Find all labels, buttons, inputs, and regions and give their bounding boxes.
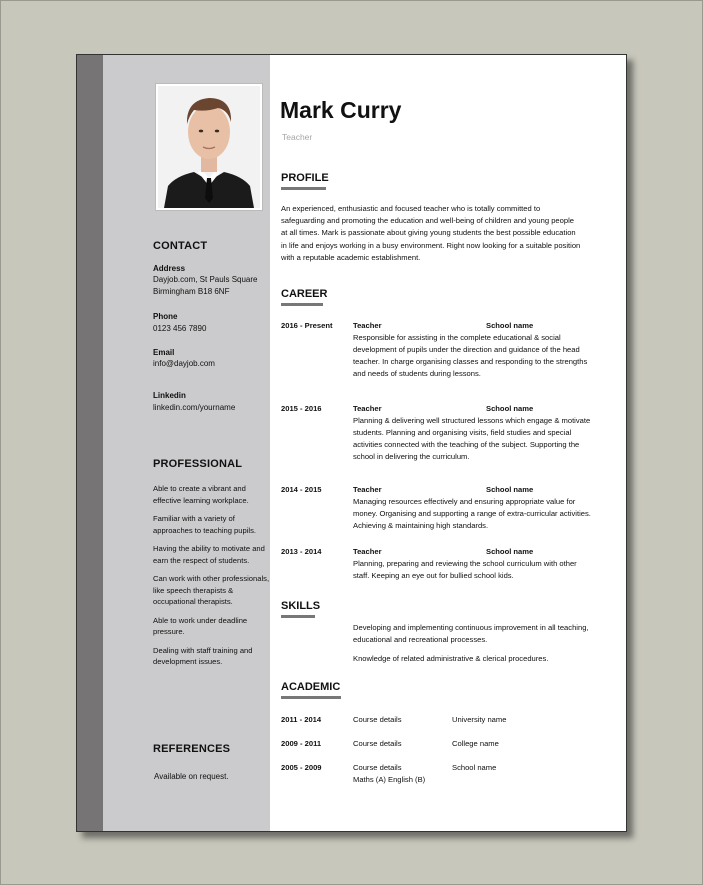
job-description: Responsible for assisting in the complete educational & social development of pupils under the direction and guidance of the head teacher. In charge organising classes and responding to the strengths and needs of students during lessons. [353, 333, 588, 379]
profile-heading: PROFILE [281, 172, 329, 184]
job-date: 2014 - 2015 [281, 485, 322, 494]
skill-item: Developing and implementing continuous improvement in all teaching, educational and recreational processes. [353, 623, 589, 645]
job-title: Teacher [353, 485, 382, 494]
job-org: School name [486, 485, 534, 494]
email-value[interactable]: info@dayjob.com [153, 359, 215, 368]
academic-course: Course details [353, 739, 402, 748]
skills-underline [281, 615, 315, 618]
dark-side-stripe [77, 55, 103, 831]
job-date: 2015 - 2016 [281, 404, 322, 413]
professional-item: Dealing with staff training and development issues. [153, 645, 253, 666]
academic-heading: ACADEMIC [281, 681, 341, 693]
academic-institution: College name [452, 739, 499, 748]
references-text: Available on request. [154, 772, 229, 781]
job-org: School name [486, 547, 534, 556]
email-label: Email [153, 348, 175, 357]
job-org: School name [486, 404, 534, 413]
person-role: Teacher [282, 132, 313, 142]
job-description: Planning & delivering well structured lessons which engage & motivate students. Planning and organising visits, field studies and special activities connected with the teaching of the subject. Supporting the school in delivering the curriculum. [353, 416, 591, 462]
job-org: School name [486, 321, 534, 330]
linkedin-label: Linkedin [153, 391, 186, 400]
professional-list [153, 483, 275, 675]
profile-text: An experienced, enthusiastic and focused teacher who is totally committed to safeguarding and promoting the education and well-being of children and young people at all times. Mark is passionate about giving young students the best possible education in life and enjoys working in a busy environment. Right now looking for a suitable position with a reputable academic establishment. [281, 204, 581, 262]
career-underline [281, 303, 323, 306]
phone-value: 0123 456 7890 [153, 324, 207, 333]
academic-date: 2011 - 2014 [281, 715, 322, 724]
job-title: Teacher [353, 547, 382, 556]
skill-item: Knowledge of related administrative & clerical procedures. [353, 654, 549, 663]
professional-heading: PROFESSIONAL [153, 458, 243, 470]
linkedin-value[interactable]: linkedin.com/yourname [153, 403, 236, 412]
academic-date: 2005 - 2009 [281, 763, 322, 772]
professional-item: Able to work under deadline pressure. [153, 615, 248, 636]
job-description: Planning, preparing and reviewing the school curriculum with other staff. Keeping an eye out for bullied school kids. [353, 559, 577, 581]
academic-course: Course details [353, 715, 402, 724]
job-date: 2016 - Present [281, 321, 333, 330]
person-name: Mark Curry [280, 97, 402, 123]
job-title: Teacher [353, 404, 382, 413]
academic-course: Course details [353, 763, 402, 772]
career-heading: CAREER [281, 288, 328, 300]
skills-heading: SKILLS [281, 600, 321, 612]
academic-institution: University name [452, 715, 507, 724]
references-heading: REFERENCES [153, 743, 231, 755]
address-label: Address [153, 264, 186, 273]
phone-label: Phone [153, 312, 178, 321]
sidebar [103, 55, 270, 831]
job-description: Managing resources effectively and ensuring appropriate value for money. Organising and supporting a range of extra-curricular activities. Achieving & maintaining high standards. [353, 497, 591, 531]
profile-underline [281, 187, 326, 190]
academic-date: 2009 - 2011 [281, 739, 322, 748]
address-line-2: Birmingham B18 6NF [153, 287, 230, 296]
profile-photo [155, 83, 263, 211]
job-date: 2013 - 2014 [281, 547, 322, 556]
professional-item: Familiar with a variety of approaches to teaching pupils. [153, 514, 257, 535]
cv-page [76, 54, 627, 832]
main-content [280, 55, 620, 831]
professional-item: Having the ability to motivate and earn the respect of students. [153, 544, 265, 565]
contact-heading: CONTACT [153, 240, 208, 252]
academic-institution: School name [452, 763, 497, 772]
job-title: Teacher [353, 321, 382, 330]
portrait-illustration [158, 86, 260, 208]
address-line-1: Dayjob.com, St Pauls Square [153, 275, 258, 284]
academic-underline [281, 696, 341, 699]
professional-item: Able to create a vibrant and effective learning workplace. [153, 484, 249, 505]
professional-item: Can work with other professionals, like speech therapists & occupational therapists. [153, 574, 270, 606]
academic-grades: Maths (A) English (B) [353, 775, 426, 784]
